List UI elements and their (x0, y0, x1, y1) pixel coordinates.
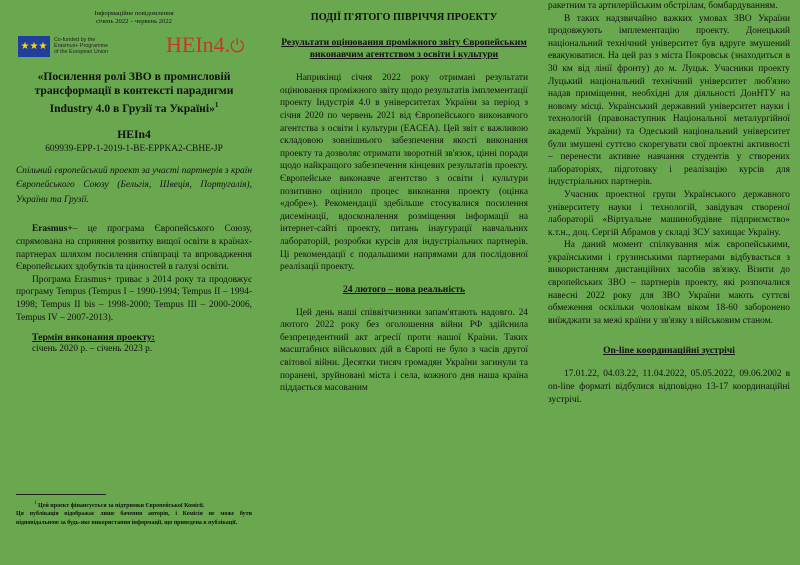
war-paragraph-continued: ракетним та артилерійським обстрілам, бомбардуванням. (548, 1, 778, 11)
war-paragraph: Цей день наші співвітчизники запам'ятають надовго. 24 лютого 2022 року без оголошення війни РФ здійснила безпрецедентний акт агресії проти нашої Країни. Таких масштабних військових дій в Європі не було з часів другої світової війни. Десятки тисяч громадян України загинули та поранені, зруйновані міста і села, кожного дня наша країна піддається масованим (280, 307, 528, 394)
footnote-ref: 1 (214, 101, 219, 109)
communication-paragraph: На даний момент спілкування між європейськими, українськими і грузинськими партнерами відбувається з використанням дистанційних засобів зв'язку. Візити до європейських ЗВО – партнерів проекту, які розпочалися навесні 2022 року для ЗВО України мають суттєві обмеження оскільки чоловікам віком 18-60 заборонено виїжджати за межі країни у зв'язку з військовим станом. (548, 240, 790, 326)
project-code: 609939-EPP-1-2019-1-BE-EPPKA2-CBHE-JP (45, 143, 223, 154)
hein-logo: HEIn4.⏻ (166, 32, 245, 57)
erasmus-paragraph: Erasmus+– це програма Європейського Союзу, спрямована на сприяння розвитку вищої освіти в країнах-партнерах шляхом посилення співпраці та впровадження Європейських здобутків та цінностей в галузі освіти. (16, 224, 252, 273)
power-icon: ⏻ (230, 36, 245, 56)
partners-text: Спільний європейський проект за участі партнерів з країн Європейського Союзу (Бельгія, Швеція, Португалія), України та Грузії. (16, 165, 252, 205)
footnote: $^1$ Цей проект фінансується за підтримки Європейської Комісії. Ця публікація відображає лише бачення авторів, і Комісія не може бути відповідальною за будь-яке використання інформації, що приведена в публікації. (16, 501, 252, 526)
column-middle (272, 0, 534, 565)
term-text: січень 2020 р. – січень 2023 р. (32, 344, 153, 355)
report-paragraph: Наприкінці січня 2022 року отримані результати оцінювання проміжного звіту щодо результатів імплементації проекту Індустрія 4.0 в університетах України за період з січня 2020 по червень 2021 від Європейського виконавчого агентства з освіти і культури (EACEA). Цей звіт є важливою складовою зовнішнього забезпечення якості виконання проекту та дозволяє отримати зворотній зв'язок, цінні поради щодо найкращого забезпечення кінцевих результатів проекту. Європейське виконавче агентство з освіти і культури позитивно оцінило процес виконання проекту (оцінка «добре»). Рекомендації здебільше стосувалися посилення дисемінації, вдосконалення розміщення інформації на інтернет-сайті проекту, питань інаугурації навчальних лабораторій, розробки курсів для індустріальних партнерів. Ці рекомендації є подальшими напрямами для послідовної реалізації проекту. (280, 73, 528, 273)
abramov-paragraph: Учасник проектної групи Українського державного університету науки і технологій, завідувач створеної лабораторії «Віртуальне машинобудівне підприємство» к.т.н., доц. Сергій Абрамов у складі ЗСУ захищає Україну. (548, 189, 790, 238)
online-meetings-heading: On-line координаційні зустрічі (603, 345, 735, 357)
report-heading: Результати оцінювання проміжного звіту Європейським виконавчим агентством з освіти і культури (281, 37, 527, 60)
erasmus-history-paragraph: Програма Erasmus+ триває з 2014 року та продовжує програму Tempus (Tempus I – 1990-1994; Tempus II – 1994-1998; Tempus II bis – 1998-2000; Tempus III – 2000-2006, Tempus IV – 2007-2013). (16, 274, 252, 323)
footnote-divider (16, 494, 106, 495)
eu-flag-icon: ★★★ (18, 36, 50, 57)
war-heading: 24 лютого – нова реальність (342, 283, 466, 295)
term-title: Термін виконання проекту: (32, 332, 155, 344)
events-heading: ПОДІЇ П'ЯТОГО ПІВРІЧЧЯ ПРОЕКТУ (310, 12, 498, 23)
bulletin-title: Інформаційне повідомлення (94, 10, 174, 17)
implementation-paragraph: В таких надзвичайно важких умовах ЗВО України продовжують імплементацію проекту. Донецький національний технічний університет був вдруге змушений евакуюватися. На цей раз з міста Покровськ (знаходиться в 30 км від лінії фронту) до м. Луцьк. Учасники проекту Луцький національний технічний університет люб'язно надав приміщення, необхідні для діяльності ДонНТУ на новому місці. Український державний університет науки і технологій (правонаступник Національної металургійної академії України) та Одеський національний університет були змушені суттєво скорегувати свої проектні активності – перенести активне навчання студентів у створених лабораторіях, підготовку і реалізацію курсів для індустріальних партнерів. (548, 13, 790, 188)
bulletin-period: січень 2022 – червень 2022 (96, 18, 172, 25)
eu-cofunded-text: Co-funded by the Erasmus+ Programme of the European Union (54, 37, 109, 56)
project-name: HEIn4 (117, 127, 151, 141)
column-left (0, 0, 262, 565)
column-right (540, 0, 800, 565)
project-title: «Посилення ролі ЗВО в промисловій трансформації в контексті парадигми Industry 4.0 в Грузії та Україні»$^1$ (34, 70, 234, 115)
bulletin-label (16, 10, 252, 26)
online-meetings-paragraph: 17.01.22, 04.03.22, 11.04.2022, 05.05.2022, 09.06.2002 в on-line форматі відбулися відповідно 13-17 координаційні зустрічі. (548, 369, 790, 405)
logos-row (16, 34, 252, 64)
